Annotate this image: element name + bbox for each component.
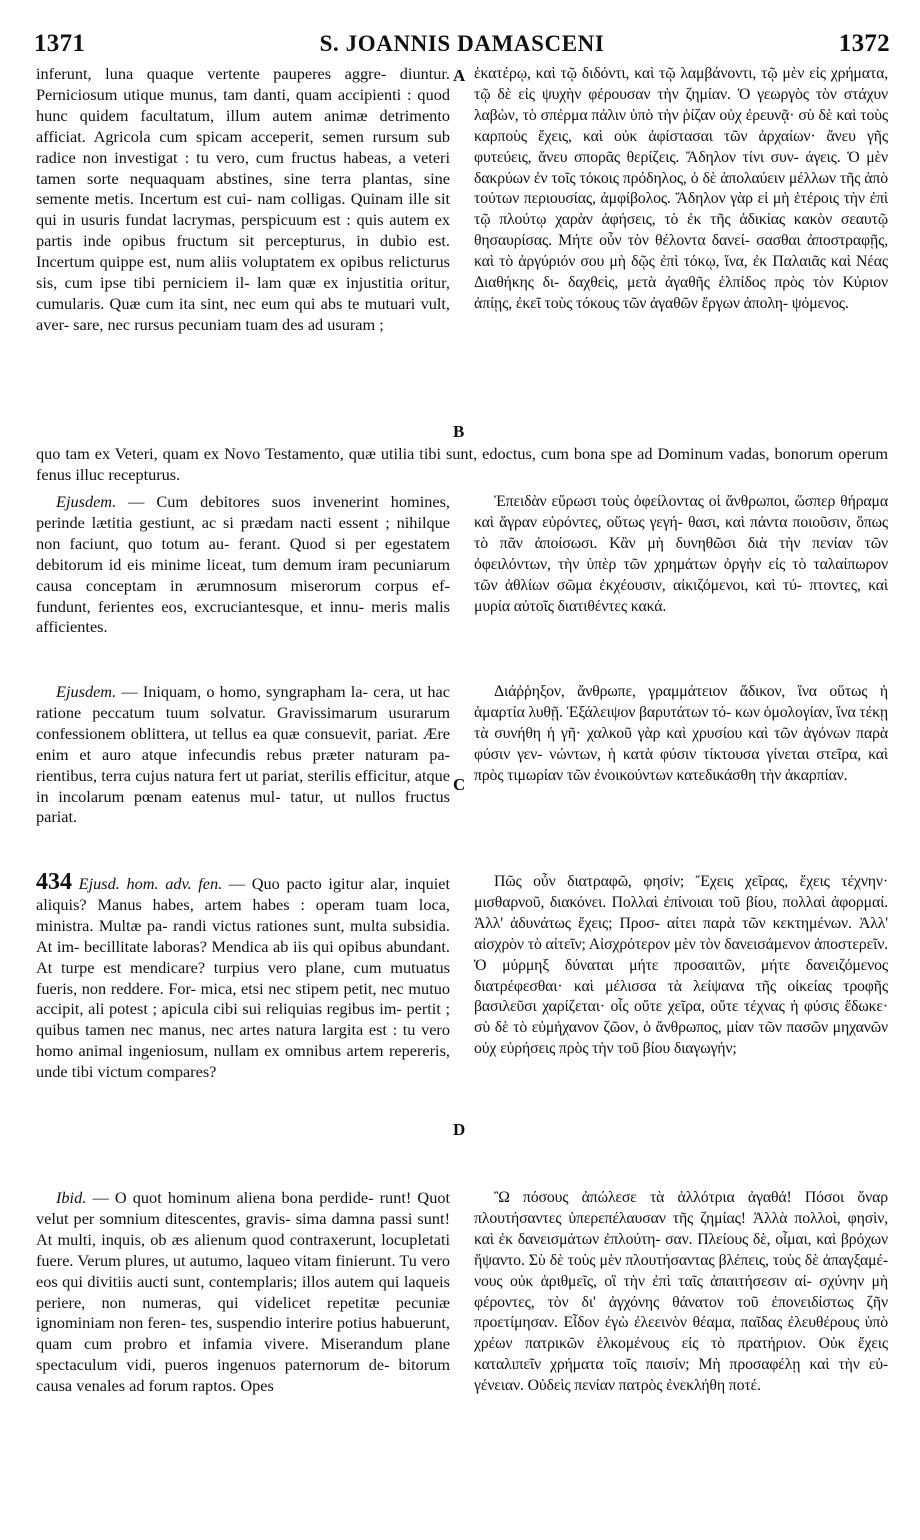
greek-text: ἑκατέρῳ, καὶ τῷ διδόντι, καὶ τῷ λαμβάνοντι, τῷ μὲν εἰς χρήματα, τῷ δὲ εἰς ψυχὴν φέρουσαν τὴν ζημίαν. Ὁ γεωργὸς τὸν στάχυν λαβὼν, τὸ σπέρμα πάλιν ὑπὸ τὴν ῥίζαν οὐχ ἐρευνᾷ· σὺ δὲ καὶ τοὺς καρποὺς ἔχεις, καὶ οὐκ ἀφίστασαι τῶν ἀρχαίων· ἄνευ γῆς φυτεύεις, ἄνευ σπορᾶς θερίζεις. Ἄδηλον τίνι συν- άγεις. Ὁ μὲν δακρύων ἐν τοῖς τόκοις πρόδηλος, ὁ δὲ ἀπολαύειν μέλλων τῆς ἀπὸ τούτων περιουσίας, ἀμφίβολος. Ἄδηλον γὰρ εἰ μὴ ἑτέροις τὴν ἐπὶ τῷ πλούτῳ χαρὰν ἀφήσεις, τὸ ἐκ τῆς ἀδικίας κακὸν σεαυτῷ θησαυρίσας. Μήτε οὖν τὸν θέλοντα δανεί- σασθαι ἀποστραφῇς, καὶ τὸ ἀργύριόν σου μὴ δῷς ἐπὶ τόκῳ, ἵνα, ἐκ Παλαιᾶς καὶ Νέας Διαθήκης δι- δαχθεὶς, μετὰ ἀγαθῆς ἐλπίδος πρὸς τὸν Κύριον ἀπίῃς, ἐκεῖ τοὺς τόκους τῶν ἀγαθῶν ἔργων ἀπολη- ψόμενος. [474,65,888,312]
section-lead: Ibid. [56,1188,87,1207]
latin-text: — Cum debitores suos invenerint homines, perinde lætitia gestiunt, ac si prædam nacti essent ; nihilque non faciunt, quo totum au- ferant. Quod si per egestatem debitorum id eis minime liceat, tum demum iram pecuniarum causa conceptam in ærumnosum miserorum corpus ef- fundunt, ferientes eos, excruciantesque, et innu- meris malis afficientes. [36,492,450,637]
greek-column-section-4 [474,872,888,1122]
latin-column-section-1 [36,64,450,454]
greek-text: Ὢ πόσους ἀπώλεσε τὰ ἀλλότρια ἀγαθά! Πόσοι ὄναρ πλουτήσαντες ὑπερεπέλαυσαν τῆς ζημίας! Ἀλλὰ πολλοὶ, φησὶν, καὶ ἐκ δανεισμάτων ἐπλούτη- σαν. Πλείους δὲ, οἶμαι, καὶ βρόχων ἥψαντο. Σὺ δὲ τοὺς μὲν πλουτήσαντας βλέπεις, τοὺς δὲ ἀπαγξαμέ- νους οὐκ ἀριθμεῖς, οἳ τὴν ἐπὶ ταῖς ἀπαιτήσεσιν αἰ- σχύνην μὴ φέροντες, τὸν δι' ἀγχόνης θάνατον τοῦ ἐπονειδίστως ζῆν προετίμησαν. Εἶδον ἐγὼ ἐλεεινὸν θέαμα, παῖδας ἐλευθέρους ὑπὸ χρέων πατρικῶν ἑλκομένους εἰς τὸ πρατήριον. Οὐκ ἔχεις καταλιπεῖν χρήματα τοῖς παισίν; Μὴ προσαφέλῃ καὶ τὴν εὐ- γένειαν. Οὐδεὶς πενίαν πατρὸς ἐνεκλήθη ποτέ. [474,1189,888,1395]
greek-column-section-1 [474,64,888,454]
page-header [34,28,890,60]
latin-column-section-4 [36,869,450,1182]
full-width-text: quo tam ex Veteri, quam ex Novo Testamento, quæ utilia tibi sunt, edoctus, cum bona spe ad Dominum vadas, bonorum operum fenus illuc recepturus. [36,444,888,484]
greek-text: Ἐπειδὰν εὕρωσι τοὺς ὀφείλοντας οἱ ἄνθρωποι, ὥσπερ θήραμα καὶ ἄγραν εὑρόντες, οὕτως γεγή- θασι, καὶ πάντα ποιοῦσιν, ὅπως τὸ πᾶν ἀποίσωσι. Κἂν μὴ δυνηθῶσι διὰ τὴν πενίαν τῶν ὀφειλόντων, τὴν ὑπὲρ τῶν χρημάτων ὀργὴν εἰς τὸ ταλαίπωρον τῶν ἀθλίων σῶμα ἐκχέουσιν, αἰκιζόμενοι, καὶ τύ- πτοντες, καὶ μυρία αὐτοῖς διατιθέντες κακά. [474,493,888,615]
greek-column-section-3 [474,682,888,868]
latin-text: — Iniquam, o homo, syngrapham la- cera, ut hac ratione peccatum tuum solvatur. Gravissimarum usurarum confessionem oblittera, ut tellus ea quæ consuevit, pariat. Ære enim et auro atque infecundis rebus præter naturam pa- rientibus, terra cujus natura fert ut pariat, sterilis efficitur, atque in incolarum pœnam eatenus mul- tatur, ut nullos fructus pariat. [36,682,450,827]
page-number-left: 1371 [34,30,86,57]
latin-column-section-3 [36,682,450,868]
margin-marker-d: D [453,1120,466,1139]
running-title: S. JOANNIS DAMASCENI [319,31,605,56]
latin-column-section-2 [36,492,450,678]
paragraph-number: 434 [36,869,72,895]
full-width-line [36,444,888,488]
margin-marker-c: C [453,775,466,794]
latin-column-section-5 [36,1188,450,1528]
margin-marker-a: A [453,66,466,85]
section-lead: Ejusdem. [56,492,117,511]
latin-text: inferunt, luna quaque vertente pauperes aggre- diuntur. Perniciosum utique munus, tam danti, quam accipienti : quod hunc quidem facultatum, illum autem animæ detrimento afficiat. Agricola cum spicam acceperit, semen rursum sub radice non investigat : tu vero, cum fructus habeas, a veteri tamen sorte nequaquam abstines, sine terra plantas, sine semente metis. Incertum est cui- nam colligas. Quinam ille sit qui in usuris fundat lacrymas, perspicuum est : quis autem ex partis inde opibus fructum sit percepturus, in dubio est. Incertum quippe est, num aliis voluptatem ex opibus relicturus sis, cum ipse tibi perniciem il- lam quæ ex injustitia oritur, cumularis. Quæ cum ita sint, nec eum qui abs te mutuari vult, aver- sare, nec rursus pecuniam tuam des ad usuram ; [36,64,450,334]
greek-column-section-5 [474,1188,888,1528]
page-number-right: 1372 [838,30,890,57]
greek-text: Πῶς οὖν διατραφῶ, φησίν; Ἔχεις χεῖρας, ἔχεις τέχνην· μισθαρνοῦ, διακόνει. Πολλαὶ ἐπίνοιαι τοῦ βίου, πολλαὶ ἀφορμαί. Ἀλλ' ἀδυνάτως ἔχεις; Προσ- αίτει παρὰ τῶν κεκτημένων. Ἀλλ' αἰσχρὸν τὸ αἰτεῖν; Αἰσχρότερον μὲν τὸν δανεισάμενον ἀποστερεῖν. Ὁ μύρμηξ δύναται μήτε προσαιτῶν, μήτε δανειζόμενος διατρέφεσθαι· καὶ μέλισσα τὰ λείψανα τῆς οἰκείας τροφῆς βασιλεῦσι χαρίζεται· οἷς οὔτε χεῖρα, οὔτε τέχνας ἡ φύσις ἔδωκε· σὺ δὲ τὸ εὐμήχανον ζῶον, ὁ ἄνθρωπος, μίαν τῶν πασῶν μηχανῶν οὐχ εὑρήσεις πρὸς τὴν τοῦ βίου διαγωγήν; [474,873,888,1058]
latin-text: — O quot hominum aliena bona perdide- runt! Quot velut per somnium ditescentes, gravis- sima damna passi sunt! At multi, inquis, ob æs alienum quod contraxerunt, locupletati fuere. Verum plures, ut autumo, laqueo vitam finierunt. Tu vero eos qui divitiis aucti sunt, contemplaris; illos autem qui laqueis periere, non numeras, qui videlicet repetitæ pecuniæ ignominiam non feren- tes, suspendio interire potius habuerunt, quam cum probro et infamia vivere. Miserandum plane spectaculum vidi, pueros ingenuos paternorum de- bitorum causa venales ad forum raptos. Opes [36,1188,450,1396]
section-lead: Ejusdem. [56,682,117,701]
latin-text: — Quo pacto igitur alar, inquiet aliquis? Manus habes, artem habes : operam tuam loca, ministra. Multæ pa- randi victus rationes sunt, multa subsidia. At im- becillitate laboras? Mendica ab iis qui opibus abundant. At turpe est mendicare? turpius vero plane, cum mutuatus fueris, non reddere. For- mica, etsi nec stipem petit, nec mutuo accipit, ali potest ; apicula cibi sui reliquias regibus im- pertit ; quibus tamen nec manus, nec artes natura largita est : tu vero homo animal ingeniosum, nullam ex omnibus artem repereris, unde tibi victum compares? [36,874,450,1082]
margin-marker-b: B [453,422,465,441]
greek-text: Διάῤῥηξον, ἄνθρωπε, γραμμάτειον ἄδικον, ἵνα οὕτως ἡ ἁμαρτία λυθῇ. Ἐξάλειψον βαρυτάτων τό- κων ὁμολογίαν, ἵνα τέκῃ τὰ συνήθη ἡ γῆ· χαλκοῦ γὰρ καὶ χρυσίου καὶ τῶν ἀγόνων παρὰ φύσιν γεν- νώντων, ἡ κατὰ φύσιν τίκτουσα γίνεται στεῖρα, καὶ πρὸς τιμωρίαν τῶν ἐνοικούντων κατεδικάσθη τὴν ἀκαρπίαν. [474,683,888,784]
section-lead: Ejusd. hom. adv. fen. [78,874,223,893]
greek-column-section-2 [474,492,888,678]
